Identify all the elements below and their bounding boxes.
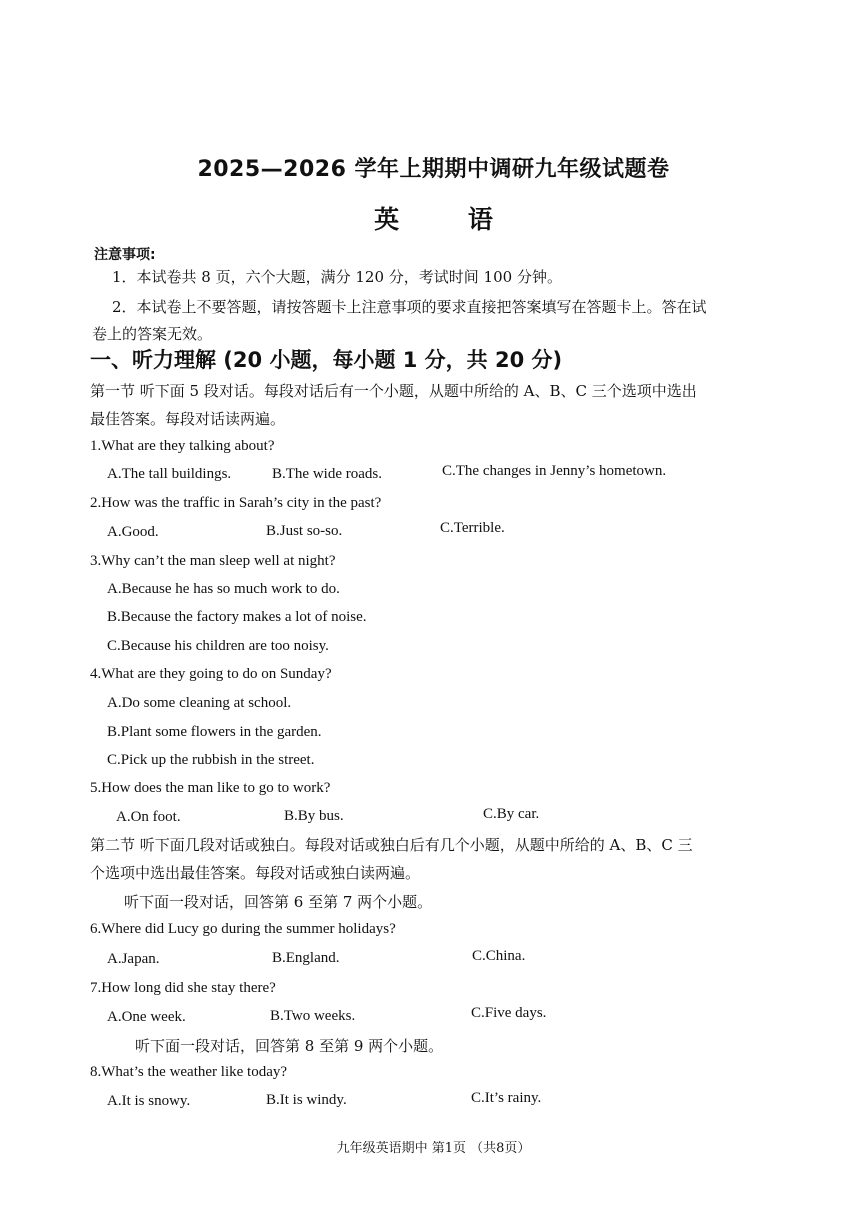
option-b: B.By bus. xyxy=(284,808,344,824)
option-b: B.Plant some flowers in the garden. xyxy=(107,724,322,740)
question-stem: 1.What are they talking about? xyxy=(90,438,275,454)
notice-heading: 注意事项: xyxy=(94,247,156,263)
option-c: C.China. xyxy=(472,948,526,964)
instruction-q6-q7: 听下面一段对话，回答第 6 至第 7 两个小题。 xyxy=(124,893,433,911)
page-footer: 九年级英语期中 第1页 （共8页） xyxy=(336,1141,531,1156)
option-a: A.On foot. xyxy=(116,809,181,825)
option-c: C.The changes in Jenny’s hometown. xyxy=(442,463,667,479)
option-a: A.Japan. xyxy=(107,951,160,967)
option-b: B.It is windy. xyxy=(266,1092,347,1108)
question-stem: 5.How does the man like to go to work? xyxy=(90,780,331,796)
option-a: A.The tall buildings. xyxy=(107,466,232,482)
option-a: A.It is snowy. xyxy=(107,1093,191,1109)
part1-heading: 一、听力理解 (20 小题，每小题 1 分，共 20 分) xyxy=(90,348,563,372)
option-c: C.Terrible. xyxy=(440,520,505,536)
option-b: B.Two weeks. xyxy=(270,1008,356,1024)
question-stem: 3.Why can’t the man sleep well at night? xyxy=(90,553,336,569)
subject-title: 英 语 xyxy=(374,205,523,234)
section1-instruction-line-1: 第一节 听下面 5 段对话。每段对话后有一个小题，从题中所给的 A、B、C 三个选项中选出 xyxy=(90,382,697,400)
question-stem: 2.How was the traffic in Sarah’s city in the past? xyxy=(90,495,382,511)
option-c: C.By car. xyxy=(483,806,540,822)
notice-item-2-line-1: 2．本试卷上不要答题，请按答题卡上注意事项的要求直接把答案填写在答题卡上。答在试 xyxy=(112,298,707,316)
option-c: C.It’s rainy. xyxy=(471,1090,542,1106)
section2-instruction-line-1: 第二节 听下面几段对话或独白。每段对话或独白后有几个小题，从题中所给的 A、B、C 三 xyxy=(90,836,693,854)
option-b: B.Because the factory makes a lot of noise. xyxy=(107,609,367,625)
question-stem: 4.What are they going to do on Sunday? xyxy=(90,666,332,682)
option-a: A.Because he has so much work to do. xyxy=(107,581,340,597)
section2-instruction-line-2: 个选项中选出最佳答案。每段对话或独白读两遍。 xyxy=(90,864,421,882)
exam-title: 2025—2026 学年上期期中调研九年级试题卷 xyxy=(197,157,670,182)
notice-item-2-line-2: 卷上的答案无效。 xyxy=(92,325,213,343)
instruction-q8-q9: 听下面一段对话，回答第 8 至第 9 两个小题。 xyxy=(135,1037,444,1055)
section1-instruction-line-2: 最佳答案。每段对话读两遍。 xyxy=(90,410,286,428)
question-stem: 7.How long did she stay there? xyxy=(90,980,276,996)
notice-item-1: 1．本试卷共 8 页，六个大题，满分 120 分，考试时间 100 分钟。 xyxy=(112,268,562,286)
option-b: B.England. xyxy=(272,950,340,966)
option-c: C.Five days. xyxy=(471,1005,547,1021)
question-stem: 6.Where did Lucy go during the summer holidays? xyxy=(90,921,396,937)
option-b: B.The wide roads. xyxy=(272,466,382,482)
option-c: C.Because his children are too noisy. xyxy=(107,638,329,654)
option-b: B.Just so-so. xyxy=(266,523,343,539)
option-a: A.Good. xyxy=(107,524,159,540)
option-a: A.One week. xyxy=(107,1009,186,1025)
option-a: A.Do some cleaning at school. xyxy=(107,695,292,711)
option-c: C.Pick up the rubbish in the street. xyxy=(107,752,315,768)
question-stem: 8.What’s the weather like today? xyxy=(90,1064,288,1080)
